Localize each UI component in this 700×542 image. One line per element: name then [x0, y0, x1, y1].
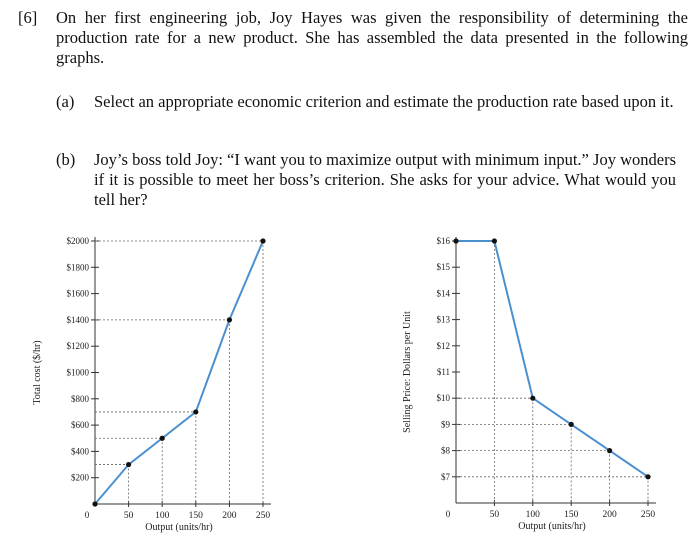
part-b-label: (b) — [56, 150, 76, 169]
chart2-y-tick-label: $8 — [441, 445, 450, 456]
problem-statement — [18, 8, 688, 68]
chart1-y-tick-label: $400 — [71, 446, 89, 457]
chart1-data-point — [260, 238, 265, 243]
chart2-y-tick-label: $10 — [436, 393, 450, 404]
chart2-y-tick-label: $15 — [436, 262, 450, 273]
chart1-data-point — [126, 462, 131, 467]
chart2-y-tick-label: $13 — [436, 314, 450, 325]
chart2-y-tick-label: $14 — [436, 288, 450, 299]
chart2-x-tick-label: 200 — [602, 510, 617, 520]
chart1-x-axis-label: Output (units/hr) — [145, 522, 213, 533]
chart1-y-tick-label: $1600 — [66, 288, 89, 299]
chart2-data-point — [492, 238, 497, 243]
chart2-y-tick-label: $16 — [436, 236, 450, 246]
problem-text: On her first engineering job, Joy Hayes was given the responsibility of determining the production rate for a new product. She has assembled the data presented in the following graphs. — [56, 8, 688, 67]
chart2-y-axis-label: Selling Price: Dollars per Unit — [402, 311, 413, 433]
chart1-y-tick-label: $1000 — [66, 367, 89, 378]
chart2-x-axis-label: Output (units/hr) — [518, 521, 586, 532]
chart2-x-tick-label: 150 — [564, 510, 579, 520]
chart1-y-tick-label: $2000 — [66, 236, 89, 246]
chart1-x-tick-label: 200 — [222, 511, 237, 521]
chart1-y-tick-label: $200 — [71, 472, 89, 483]
part-a — [56, 92, 676, 112]
chart1-x-tick-label: 250 — [255, 511, 271, 521]
chart2-y-tick-label: $12 — [436, 340, 450, 351]
chart2-y-tick-label: $11 — [436, 367, 450, 377]
chart2-y-tick-label: $9 — [441, 419, 450, 430]
chart1-y-tick-label: $800 — [71, 393, 89, 404]
selling-price-chart — [370, 225, 690, 540]
part-a-text: Select an appropriate economic criterion and estimate the production rate based upon it. — [94, 92, 674, 111]
chart2-x-tick-label: 100 — [525, 510, 540, 520]
chart1-data-point — [227, 317, 232, 322]
chart1-origin-label: 0 — [84, 510, 90, 520]
chart2-series-line — [456, 241, 648, 477]
chart1-x-tick-label: 150 — [188, 511, 203, 521]
chart1-y-tick-label: $1200 — [66, 341, 89, 352]
chart2-data-point — [607, 448, 612, 453]
chart2-data-point — [453, 238, 458, 243]
part-b-text: Joy’s boss told Joy: “I want you to maximize output with minimum input.” Joy wonders if it is possible to meet her boss’s criterion. She asks for your advice. What would you tell her? — [94, 150, 676, 209]
chart2-data-point — [645, 474, 650, 479]
chart1-y-tick-label: $600 — [71, 420, 89, 431]
chart1-y-tick-label: $1400 — [66, 314, 89, 325]
chart1-y-tick-label: $1800 — [66, 262, 89, 273]
part-a-label: (a) — [56, 92, 75, 111]
part-b — [56, 150, 676, 210]
chart2-data-point — [530, 396, 535, 401]
chart2-y-tick-label: $7 — [441, 471, 450, 482]
chart2-x-tick-label: 250 — [640, 510, 656, 520]
chart1-data-point — [92, 501, 97, 506]
total-cost-chart — [0, 225, 330, 540]
chart2-x-tick-label: 50 — [489, 510, 500, 520]
chart1-y-axis-label: Total cost ($/hr) — [32, 340, 43, 405]
problem-number: [6] — [18, 8, 38, 27]
chart1-data-point — [193, 409, 198, 414]
chart1-x-tick-label: 50 — [123, 511, 134, 521]
chart1-data-point — [160, 436, 165, 441]
chart1-x-tick-label: 100 — [155, 511, 170, 521]
chart2-origin-label: 0 — [445, 509, 451, 519]
chart2-data-point — [569, 422, 574, 427]
